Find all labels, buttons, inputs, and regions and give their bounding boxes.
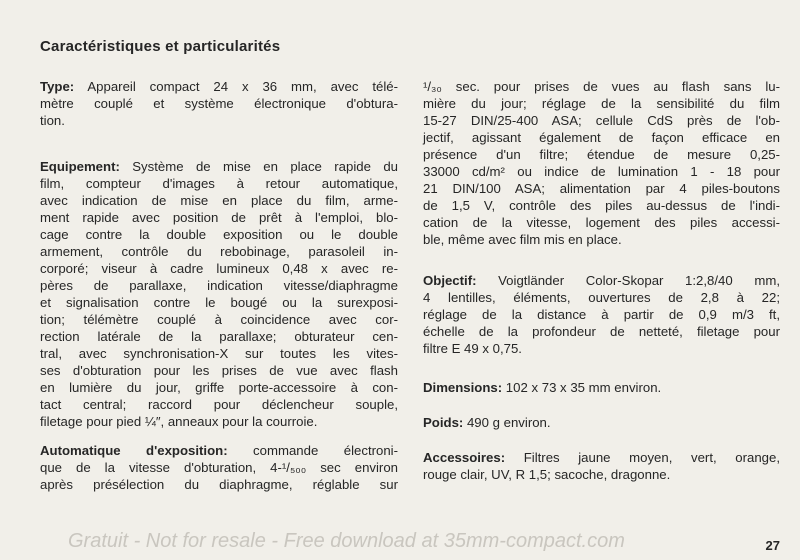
objectif-label: Objectif: [423,273,477,288]
poids-label: Poids: [423,415,464,430]
section-heading: Caractéristiques et particularités [40,38,281,55]
automatique-paragraph: Automatique d'exposition: commande électroni- que de la vitesse d'obturation, 4-¹/₅₀₀ sec environ après présélection du diaphragme, réglable sur [40,443,398,492]
type-paragraph: Type: Appareil compact 24 x 36 mm, avec télé- mètre couplé et système électronique d'obtura- tion. [40,79,398,128]
watermark: Gratuit - Not for resale - Free download at 35mm-compact.com [68,530,625,552]
automatique-label: Automatique d'exposition: [40,443,228,458]
dimensions-label: Dimensions: [423,380,503,395]
automatique-continued-paragraph: ¹/₃₀ sec. pour prises de vues au flash sans lu- mière du jour; réglage de la sensibilité du film 15-27 DIN/25-400 ASA; cellule CdS près de l'ob- jectif, agissant également de façon efficace en présence d'un filtre; étendue de mesure 0,25- 33000 cd/m² ou indice de lumination 1 - 18 pour 21 DIN/100 ASA; alimentation par 4 piles-boutons de 1,5 V, contrôle des piles au-dessus de l'indi- cation de la vitesse, logement des piles accessi- ble, même avec film mis en place. [423,79,780,247]
left-column [40,78,398,493]
right-column [423,78,780,483]
equipement-label: Equipement: [40,159,120,174]
objectif-paragraph: Objectif: Voigtländer Color-Skopar 1:2,8/40 mm, 4 lentilles, éléments, ouvertures de 2,8 à 22; réglage de la distance à partir de 0,9 m/3 ft, échelle de la profondeur de netteté, filetage pour filtre E 49 x 0,75. [423,273,780,356]
dimensions-paragraph: Dimensions: 102 x 73 x 35 mm environ. [423,380,662,395]
equipement-paragraph: Equipement: Système de mise en place rapide du film, compteur d'images à retour automatique, avec indication de mise en place du film, arme- ment rapide avec position de prêt à l'emploi, blo- cage contre la double exposition ou le double armement, contrôle du rebobinage, parasoleil in- corporé; viseur à cadre lumineux 0,48 x avec re- pères de parallaxe, indication vitesse/diaphragme et signalisation contre le bougé ou la surexposi- tion; télémètre couplé à coincidence avec cor- rection latérale de la parallaxe; obturateur cen- tral, avec synchronisation-X sur toutes les vites- ses d'obturation pour les prises de vue avec flash en lumière du jour, griffe porte-accessoire à con- tact central; raccord pour déclencheur souple, filetage pour pied ¼″, anneaux pour la courroie. [40,159,398,429]
accessoires-label: Accessoires: [423,450,506,465]
accessoires-paragraph: Accessoires: Filtres jaune moyen, vert, orange, rouge clair, UV, R 1,5; sacoche, dragonne. [423,450,780,482]
poids-paragraph: Poids: 490 g environ. [423,415,551,430]
type-label: Type: [40,79,75,94]
page-number: 27 [765,538,780,553]
